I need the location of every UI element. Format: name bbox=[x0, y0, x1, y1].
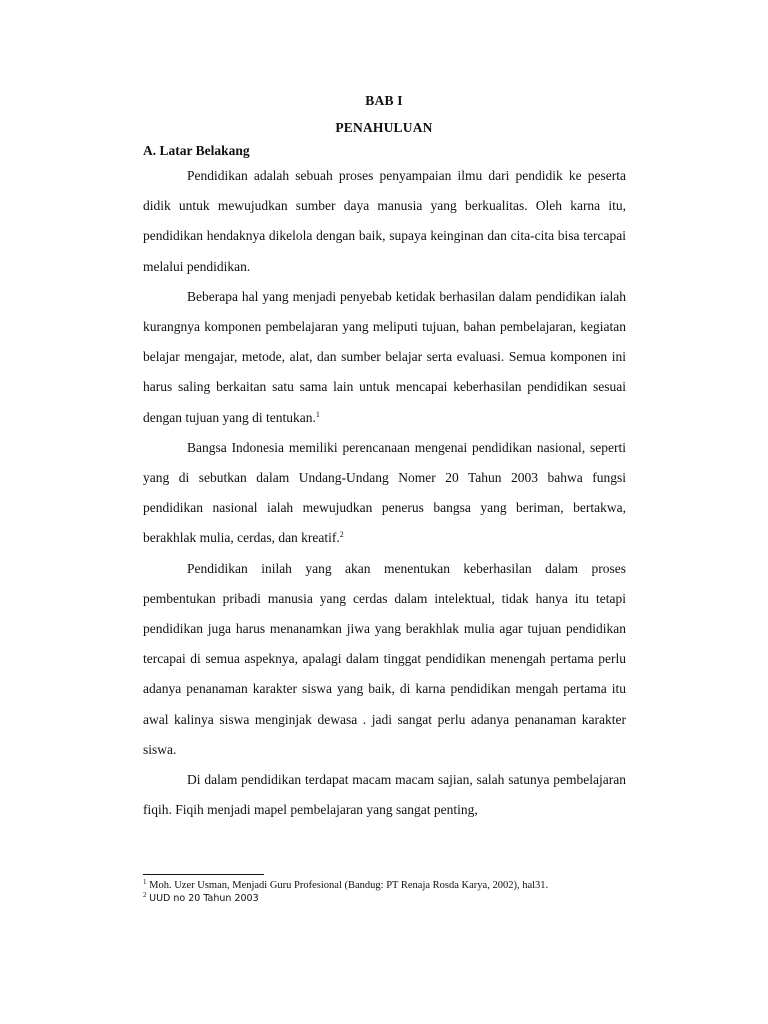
chapter-number: BAB I bbox=[365, 93, 403, 108]
footnote-text: Moh. Uzer Usman, Menjadi Guru Profesional (Bandug: PT Renaja Rosda Karya, 2002), hal31. bbox=[149, 880, 549, 891]
paragraph-text: Pendidikan inilah yang akan menentukan keberhasilan dalam proses pembentukan pribadi manusia yang cerdas dalam intelektual, tidak hanya itu tetapi pendidikan juga harus menanamkan jiwa yang berakhlak mulia agar tujuan pendidikan tercapai di semua aspeknya, apalagi dalam tinggat pendidikan menengah pertama perlu adanya penanaman karakter siswa yang baik, di karna pendidikan mengah pertama itu awal kalinya siswa menginjak dewasa . jadi sangat perlu adanya penanaman karakter siswa. bbox=[143, 560, 626, 757]
paragraph bbox=[143, 765, 626, 825]
paragraph bbox=[143, 161, 626, 282]
paragraph bbox=[143, 282, 626, 433]
footnote-number: 1 bbox=[143, 878, 147, 886]
footnote-number: 2 bbox=[143, 891, 147, 899]
footnote-reference: 1 bbox=[315, 409, 320, 419]
paragraph-text: Di dalam pendidikan terdapat macam macam sajian, salah satunya pembelajaran fiqih. Fiqih menjadi mapel pembelajaran yang sangat penting, bbox=[143, 772, 626, 818]
paragraph bbox=[143, 554, 626, 765]
footnote-text: UUD no 20 Tahun 2003 bbox=[149, 893, 259, 904]
paragraph bbox=[143, 433, 626, 554]
section-heading: A. Latar Belakang bbox=[143, 143, 250, 158]
footnote-separator bbox=[143, 874, 264, 875]
paragraph-text: Beberapa hal yang menjadi penyebab ketidak berhasilan dalam pendidikan ialah kurangnya komponen pembelajaran yang meliputi tujuan, bahan pembelajaran, kegiatan belajar mengajar, metode, alat, dan sumber belajar serta evaluasi. Semua komponen ini harus saling berkaitan satu sama lain untuk mencapai keberhasilan pendidikan sesuai dengan tujuan yang di tentukan. bbox=[143, 288, 626, 425]
paragraph-text: Bangsa Indonesia memiliki perencanaan mengenai pendidikan nasional, seperti yang di sebutkan dalam Undang-Undang Nomer 20 Tahun 2003 bahwa fungsi pendidikan nasional ialah mewujudkan penerus bangsa yang beriman, bertakwa, berakhlak mulia, cerdas, dan kreatif. bbox=[143, 439, 626, 546]
footnotes bbox=[143, 879, 626, 905]
paragraph-text: Pendidikan adalah sebuah proses penyampaian ilmu dari pendidik ke peserta didik untuk mewujudkan sumber daya manusia yang berkualitas. Oleh karna itu, pendidikan hendaknya dikelola dengan baik, supaya keinginan dan cita-cita bisa tercapai melalui pendidikan. bbox=[143, 168, 626, 274]
footnote-reference: 2 bbox=[339, 530, 344, 540]
body-text bbox=[143, 161, 626, 825]
footnote bbox=[143, 892, 626, 905]
chapter-title: PENAHULUAN bbox=[335, 120, 433, 135]
footnote bbox=[143, 879, 626, 892]
